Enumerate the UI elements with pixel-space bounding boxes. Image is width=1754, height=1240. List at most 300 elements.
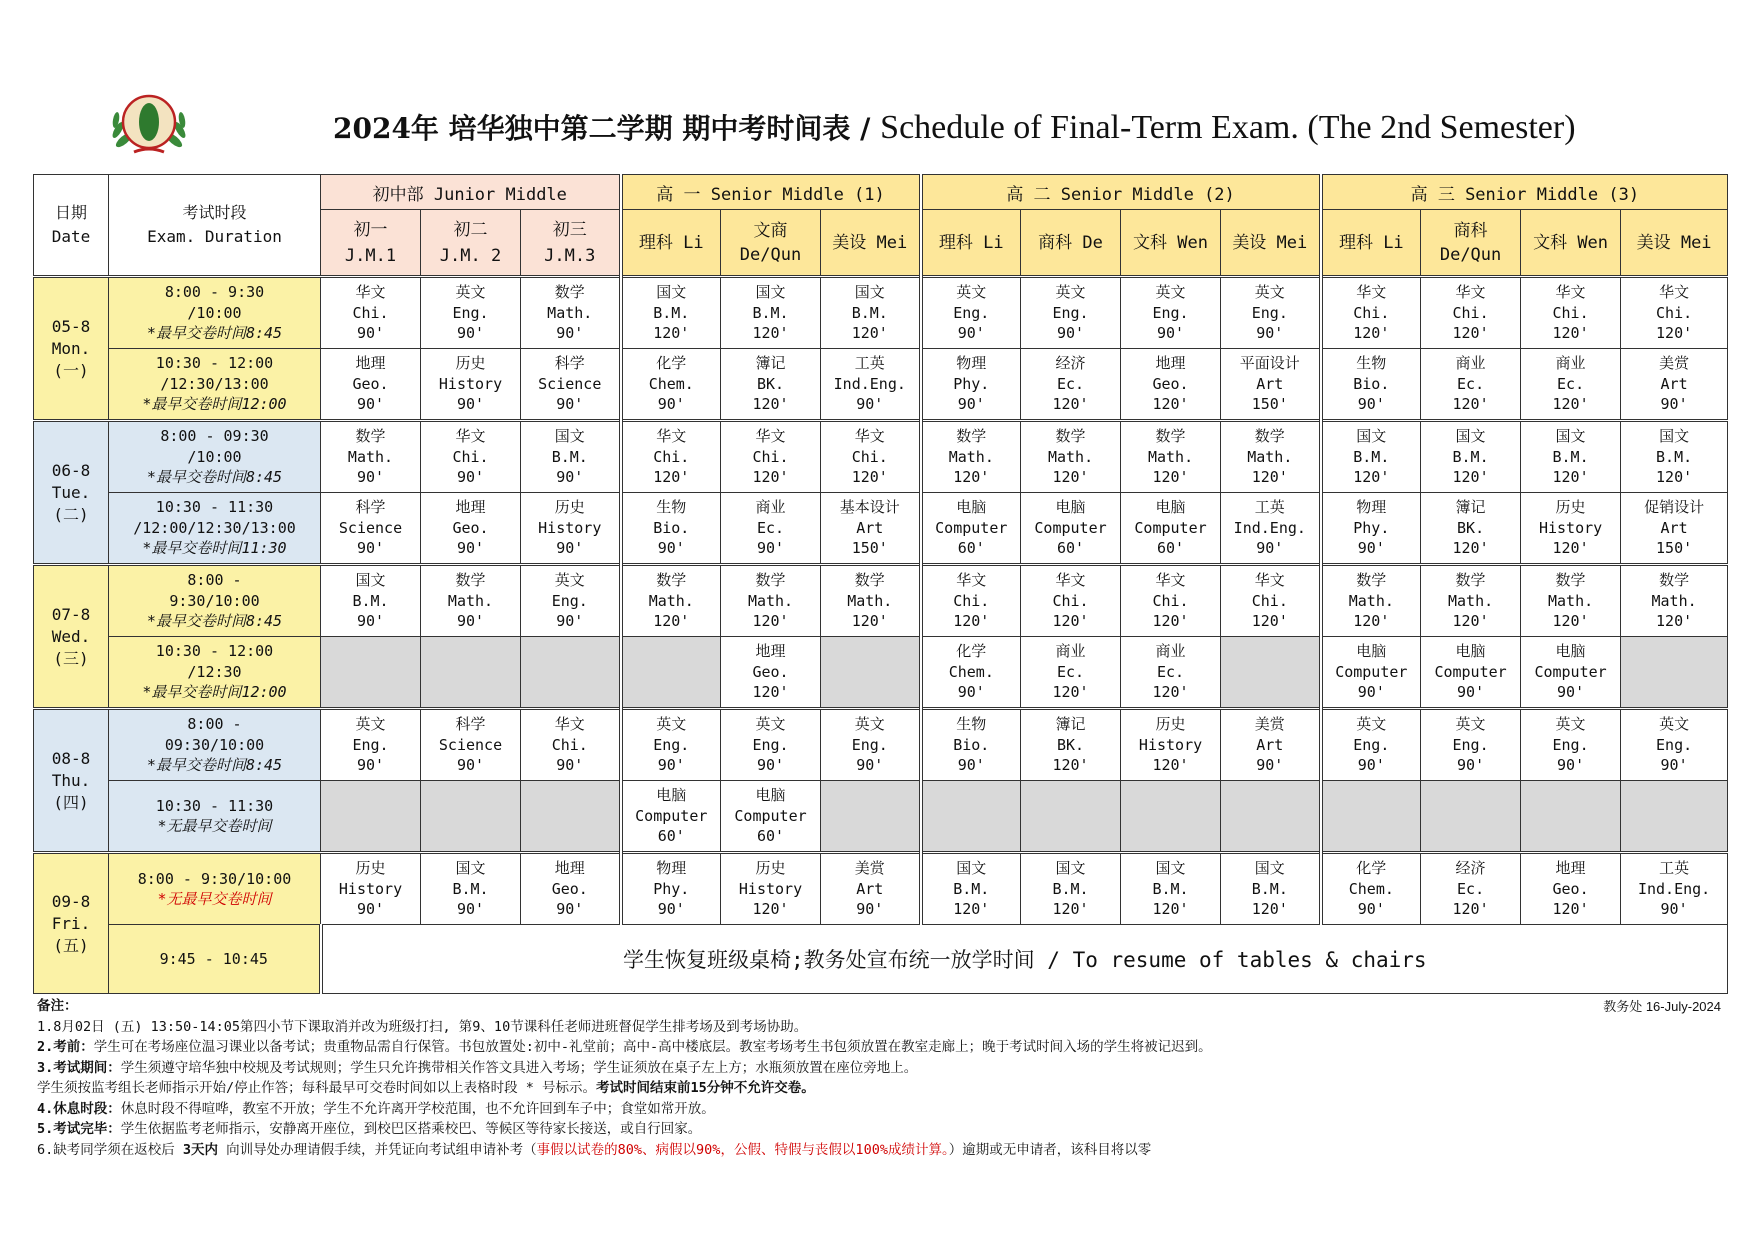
exam-minutes: 120' (1052, 612, 1089, 631)
exam-minutes: 90' (856, 395, 884, 414)
subject-zh: 地理 (755, 642, 786, 661)
subject-en: Ec. (1056, 374, 1085, 393)
subject-zh: 簿记 (755, 354, 786, 373)
exam-cell (721, 493, 821, 565)
day-weekday: Wed. (51, 626, 91, 646)
subject-zh: 生物 (956, 715, 987, 734)
note-line (37, 1119, 1737, 1140)
exam-cell (721, 637, 821, 709)
column-header-code: J.M. 2 (439, 245, 502, 266)
exam-minutes: 90' (1357, 395, 1385, 414)
exam-cell (1621, 853, 1728, 925)
exam-cell (1221, 709, 1321, 781)
exam-minutes: 120' (1052, 683, 1089, 702)
subject-zh: 华文 (554, 715, 585, 734)
title-zh: 2024年 培华独中第二学期 期中考时间表 / (333, 112, 881, 145)
note-line (37, 1099, 1737, 1120)
subject-en: History (538, 518, 602, 537)
exam-cell (521, 349, 621, 421)
subject-en: Eng. (1552, 735, 1589, 754)
exam-minutes: 120' (1552, 468, 1589, 487)
exam-minutes: 120' (1152, 756, 1189, 775)
exam-minutes: 120' (1152, 683, 1189, 702)
empty-cell (1021, 781, 1121, 853)
subject-en: Ind.Eng. (1637, 879, 1711, 898)
subject-en: Chi. (452, 447, 489, 466)
note-line (37, 1037, 1737, 1058)
subject-en: Math. (447, 591, 494, 610)
exam-minutes: 120' (1152, 468, 1189, 487)
exam-cell (1021, 421, 1121, 493)
subject-zh: 历史 (554, 498, 585, 517)
column-header (1021, 210, 1121, 277)
time-range: 10:30 - 11:30 (155, 498, 274, 517)
exam-cell (1321, 709, 1421, 781)
subject-en: Computer (1335, 662, 1408, 681)
exam-minutes: 120' (1152, 612, 1189, 631)
time-range: 8:00 - 9:30/10:00 (137, 869, 292, 888)
subject-zh: 华文 (1254, 571, 1285, 590)
exam-minutes: 90' (657, 539, 685, 558)
exam-minutes: 90' (756, 539, 785, 558)
exam-minutes: 90' (556, 324, 584, 343)
exam-cell (1321, 637, 1421, 709)
subject-zh: 工英 (854, 354, 885, 373)
subject-en: Computer (935, 518, 1008, 537)
note-emphasis: 考试时间结束前15分钟不允许交卷。 (596, 1080, 815, 1096)
subject-zh: 华文 (854, 427, 885, 446)
exam-cell (421, 709, 521, 781)
subject-en: B.M. (752, 303, 789, 322)
subject-en: Science (338, 518, 403, 537)
exam-schedule-table (33, 174, 1728, 994)
exam-minutes: 90' (957, 683, 985, 702)
time-range: 10:30 - 12:00 (155, 354, 274, 373)
exam-cell (521, 853, 621, 925)
column-header-code: J.M.3 (544, 245, 596, 266)
empty-cell (1321, 781, 1421, 853)
subject-en: Art (1660, 374, 1688, 393)
subject-zh: 电脑 (1155, 498, 1186, 517)
note-text: 休息时段不得喧哗，教室不开放；学生不允许离开学校范围，也不允许回到车子中；食堂如常开放。 (120, 1100, 715, 1117)
subject-en: Science (538, 374, 602, 393)
exam-minutes: 120' (1353, 612, 1390, 631)
column-header-label: 理科 Li (638, 232, 704, 253)
subject-zh: 数学 (1659, 571, 1690, 590)
subject-en: Phy. (1353, 518, 1390, 537)
exam-minutes: 120' (1452, 539, 1489, 558)
column-header (1121, 210, 1221, 277)
subject-zh: 英文 (355, 715, 386, 734)
time-slot-cell (109, 277, 321, 349)
subject-zh: 电脑 (1356, 642, 1387, 661)
subject-en: Chi. (953, 591, 990, 610)
exam-cell (821, 709, 921, 781)
note-label: 3.考试期间： (37, 1059, 121, 1076)
time-range: 10:30 - 11:30 (155, 796, 274, 815)
exam-cell (521, 565, 621, 637)
subject-zh: 华文 (656, 427, 687, 446)
exam-minutes: 120' (953, 468, 990, 487)
day-date: 09-8 (51, 891, 91, 911)
subject-en: Bio. (953, 735, 990, 754)
exam-cell (821, 853, 921, 925)
exam-minutes: 120' (1052, 900, 1089, 919)
exam-cell (1421, 853, 1521, 925)
exam-cell (1021, 349, 1121, 421)
group-senior-1: 高 一 Senior Middle (1) (621, 175, 921, 210)
empty-cell (521, 781, 621, 853)
exam-minutes: 120' (1052, 468, 1089, 487)
day-weekday: Thu. (51, 770, 91, 790)
subject-zh: 国文 (1254, 859, 1285, 878)
exam-cell (921, 853, 1021, 925)
exam-cell (1421, 493, 1521, 565)
column-header (821, 210, 921, 277)
subject-zh: 数学 (1254, 427, 1285, 446)
office-signature: 教务处 16-July-2024 (1603, 999, 1721, 1014)
earliest-submit-note: *最早交卷时间8:45 (146, 468, 283, 487)
exam-minutes: 90' (1357, 539, 1385, 558)
subject-zh: 科学 (455, 715, 486, 734)
subject-zh: 历史 (355, 859, 386, 878)
exam-minutes: 120' (1353, 468, 1390, 487)
subject-zh: 英文 (656, 715, 687, 734)
exam-minutes: 120' (752, 612, 789, 631)
exam-cell (1321, 493, 1421, 565)
note-red: 事假以试卷的80%、病假以90%，公假、特假与丧假以100%成绩计算。 (536, 1141, 949, 1158)
exam-cell (1321, 853, 1421, 925)
exam-cell (1121, 709, 1221, 781)
time-extension: /12:30 (187, 662, 242, 681)
exam-cell (921, 709, 1021, 781)
subject-zh: 国文 (854, 283, 885, 302)
subject-zh: 英文 (455, 283, 486, 302)
title-en: Schedule of Final-Term Exam. (The 2nd Semester) (880, 109, 1576, 146)
day-cell (34, 421, 109, 565)
subject-en: B.M. (1552, 447, 1589, 466)
empty-cell (1621, 781, 1728, 853)
subject-zh: 电脑 (956, 498, 987, 517)
exam-minutes: 90' (657, 900, 685, 919)
empty-cell (1621, 637, 1728, 709)
subject-zh: 生物 (656, 498, 687, 517)
note-line (37, 1140, 1737, 1161)
subject-zh: 国文 (1356, 427, 1387, 446)
exam-cell (1121, 421, 1221, 493)
subject-zh: 电脑 (1455, 642, 1486, 661)
subject-en: Chem. (948, 662, 994, 681)
subject-en: Math. (1047, 447, 1094, 466)
subject-zh: 英文 (554, 571, 585, 590)
exam-minutes: 90' (356, 612, 385, 631)
note-text: ）逾期或无申请者，该科目将以零 (948, 1141, 1152, 1158)
subject-en: Art (1256, 374, 1284, 393)
empty-cell (421, 637, 521, 709)
time-extension: /10:00 (187, 447, 242, 466)
exam-minutes: 120' (1152, 900, 1189, 919)
exam-cell (321, 277, 421, 349)
subject-en: Eng. (1052, 303, 1089, 322)
exam-cell (1121, 637, 1221, 709)
day-weekday-cn: (五) (53, 935, 89, 955)
exam-cell (1321, 421, 1421, 493)
exam-cell (1421, 349, 1521, 421)
exam-minutes: 90' (556, 468, 584, 487)
subject-en: Chi. (1152, 591, 1189, 610)
subject-en: Chi. (551, 735, 588, 754)
exam-minutes: 120' (1552, 395, 1589, 414)
subject-en: Eng. (653, 735, 690, 754)
exam-cell (621, 493, 721, 565)
exam-minutes: 120' (653, 468, 690, 487)
column-header-label: 商科 De (1038, 232, 1103, 253)
exam-minutes: 90' (356, 539, 385, 558)
table-row (34, 853, 1728, 925)
subject-zh: 数学 (1356, 571, 1387, 590)
subject-en: Ec. (1457, 374, 1485, 393)
column-header (921, 210, 1021, 277)
subject-zh: 美赏 (1659, 354, 1690, 373)
exam-cell (1021, 709, 1121, 781)
subject-en: Math. (948, 447, 994, 466)
exam-cell (921, 565, 1021, 637)
time-range: 10:30 - 12:00 (155, 642, 274, 661)
subject-en: Math. (1247, 447, 1293, 466)
subject-en: Chi. (1656, 303, 1693, 322)
subject-zh: 华文 (1055, 571, 1086, 590)
exam-minutes: 60' (1056, 539, 1085, 558)
earliest-submit-note: *最早交卷时间12:00 (142, 683, 287, 702)
empty-cell (821, 781, 921, 853)
exam-minutes: 120' (1452, 468, 1489, 487)
exam-cell (1521, 421, 1621, 493)
header-duration: 考试时段 Exam. Duration (109, 175, 321, 277)
empty-cell (321, 637, 421, 709)
exam-minutes: 90' (957, 395, 985, 414)
exam-minutes: 120' (953, 612, 990, 631)
column-header-code: De/Qun (739, 244, 802, 265)
subject-en: Math. (1147, 447, 1194, 466)
day-cell (34, 709, 109, 853)
note-line (37, 1017, 1737, 1038)
exam-minutes: 90' (456, 539, 485, 558)
earliest-submit-note: *最早交卷时间12:00 (142, 395, 287, 414)
day-weekday: Tue. (51, 482, 91, 502)
time-range: 8:00 - (187, 571, 242, 590)
subject-en: Computer (635, 806, 708, 825)
exam-cell (521, 277, 621, 349)
column-header-label: 文科 Wen (1533, 232, 1609, 253)
exam-minutes: 90' (1056, 324, 1085, 343)
exam-cell (921, 421, 1021, 493)
column-header-label: 初一 (353, 219, 388, 240)
subject-zh: 数学 (1455, 571, 1486, 590)
exam-cell (721, 853, 821, 925)
subject-en: History (738, 879, 803, 898)
subject-en: Chem. (648, 374, 694, 393)
subject-en: Art (1256, 735, 1284, 754)
table-row (34, 637, 1728, 709)
exam-minutes: 120' (653, 324, 690, 343)
exam-cell (1621, 709, 1728, 781)
exam-cell (621, 853, 721, 925)
subject-en: Art (856, 879, 884, 898)
exam-cell (921, 349, 1021, 421)
exam-minutes: 90' (556, 756, 584, 775)
exam-cell (1621, 493, 1728, 565)
exam-minutes: 150' (851, 539, 888, 558)
subject-en: Ec. (1056, 662, 1085, 681)
subject-zh: 科学 (554, 354, 585, 373)
earliest-submit-note: *无最早交卷时间 (157, 817, 272, 835)
day-date: 08-8 (51, 748, 91, 768)
exam-minutes: 90' (556, 612, 584, 631)
day-cell (34, 277, 109, 421)
exam-cell (1621, 421, 1728, 493)
subject-zh: 经济 (1455, 859, 1486, 878)
subject-en: Ind.Eng. (1233, 518, 1306, 537)
exam-cell (621, 277, 721, 349)
exam-cell (1221, 421, 1321, 493)
subject-en: Eng. (953, 303, 990, 322)
exam-cell (1421, 565, 1521, 637)
exam-minutes: 90' (957, 756, 985, 775)
subject-en: Math. (1547, 591, 1594, 610)
exam-cell (521, 421, 621, 493)
exam-minutes: 90' (1660, 900, 1688, 919)
exam-cell (321, 565, 421, 637)
earliest-submit-note: *最早交卷时间11:30 (142, 539, 287, 558)
subject-zh: 英文 (1254, 283, 1285, 302)
exam-cell (321, 709, 421, 781)
exam-cell (421, 277, 521, 349)
column-header (1221, 210, 1321, 277)
exam-minutes: 120' (1152, 395, 1189, 414)
subject-zh: 华文 (1555, 283, 1586, 302)
subject-zh: 数学 (1155, 427, 1186, 446)
column-header-label: 商科 (1453, 220, 1488, 241)
table-row (34, 349, 1728, 421)
time-range: 8:00 - (187, 715, 242, 734)
day-weekday: Fri. (51, 913, 91, 933)
subject-en: BK. (756, 374, 785, 393)
exam-minutes: 90' (456, 900, 485, 919)
note-text: 学生依据监考老师指示，安静离开座位，到校巴区搭乘校巴、等候区等待家长接送，或自行回家。 (120, 1121, 702, 1137)
subject-zh: 英文 (1055, 283, 1086, 302)
subject-zh: 科学 (355, 498, 386, 517)
subject-en: Eng. (752, 735, 789, 754)
note-line (37, 1058, 1737, 1079)
exam-minutes: 60' (756, 827, 785, 846)
column-header (421, 210, 521, 277)
subject-en: Science (438, 735, 503, 754)
subject-en: Math. (1651, 591, 1697, 610)
subject-en: Eng. (352, 735, 389, 754)
exam-cell (1021, 277, 1121, 349)
exam-cell (821, 277, 921, 349)
subject-zh: 经济 (1055, 354, 1086, 373)
column-header-label: 理科 Li (1338, 232, 1404, 253)
time-slot-cell (109, 565, 321, 637)
empty-cell (1421, 781, 1521, 853)
exam-cell (1221, 277, 1321, 349)
subject-en: B.M. (1152, 879, 1189, 898)
exam-cell (1521, 565, 1621, 637)
subject-en: Math. (347, 447, 394, 466)
subject-en: Art (856, 518, 884, 537)
subject-zh: 国文 (1555, 427, 1586, 446)
exam-cell (1421, 421, 1521, 493)
subject-zh: 华文 (1155, 571, 1186, 590)
subject-en: Geo. (752, 662, 789, 681)
exam-minutes: 60' (657, 827, 685, 846)
note-text: 向训导处办理请假手续，并凭证向考试组申请补考（ (218, 1141, 537, 1158)
subject-en: Computer (1034, 518, 1107, 537)
note-text: 学生须按监考组长老师指示开始/停止作答；每科最早可交卷时间如以上表格时段 * 号标示。 (37, 1080, 597, 1096)
subject-en: Chi. (352, 303, 389, 322)
subject-en: Eng. (851, 735, 888, 754)
subject-zh: 英文 (1455, 715, 1486, 734)
subject-en: B.M. (851, 303, 888, 322)
column-header-code: De/Qun (1439, 244, 1502, 265)
empty-cell (521, 637, 621, 709)
exam-minutes: 120' (1452, 612, 1489, 631)
subject-en: Computer (1134, 518, 1207, 537)
exam-cell (1021, 853, 1121, 925)
subject-zh: 平面设计 (1239, 354, 1300, 373)
exam-cell (821, 421, 921, 493)
subject-en: B.M. (1251, 879, 1288, 898)
exam-cell (1221, 565, 1321, 637)
subject-en: Geo. (452, 518, 489, 537)
column-header-label: 文商 (753, 220, 788, 241)
subject-zh: 工英 (1254, 498, 1285, 517)
page-title (333, 108, 1733, 149)
subject-en: Geo. (352, 374, 389, 393)
empty-cell (1521, 781, 1621, 853)
column-header-label: 美设 Mei (1636, 232, 1712, 253)
empty-cell (1221, 637, 1321, 709)
exam-cell (621, 781, 721, 853)
exam-cell (421, 565, 521, 637)
subject-zh: 英文 (1659, 715, 1690, 734)
subject-zh: 历史 (455, 354, 486, 373)
subject-en: B.M. (653, 303, 690, 322)
notes-label: 备注： (37, 998, 78, 1014)
subject-zh: 国文 (755, 283, 786, 302)
subject-zh: 商业 (1055, 642, 1086, 661)
exam-minutes: 90' (657, 395, 685, 414)
subject-zh: 数学 (355, 427, 386, 446)
note-text: 学生可在考场座位温习课业以备考试；贵重物品需自行保管。书包放置处:初中-礼堂前；高中-高中楼底层。教室考场考生书包须放置在教室走廊上；晚于考试时间入场的学生将被记迟到。 (93, 1039, 1212, 1055)
exam-minutes: 120' (752, 468, 789, 487)
exam-minutes: 120' (1552, 324, 1589, 343)
subject-zh: 化学 (656, 354, 687, 373)
subject-en: Eng. (1656, 735, 1693, 754)
exam-minutes: 120' (653, 612, 690, 631)
time-range: 9:45 - 10:45 (159, 949, 268, 968)
subject-zh: 电脑 (1555, 642, 1586, 661)
exam-cell (721, 349, 821, 421)
exam-minutes: 90' (657, 756, 685, 775)
time-extension: /12:00/12:30/13:00 (133, 518, 296, 537)
school-crest-logo (104, 90, 194, 160)
time-slot-cell (109, 781, 321, 853)
exam-cell (1321, 565, 1421, 637)
day-cell (34, 565, 109, 709)
subject-zh: 国文 (554, 427, 585, 446)
